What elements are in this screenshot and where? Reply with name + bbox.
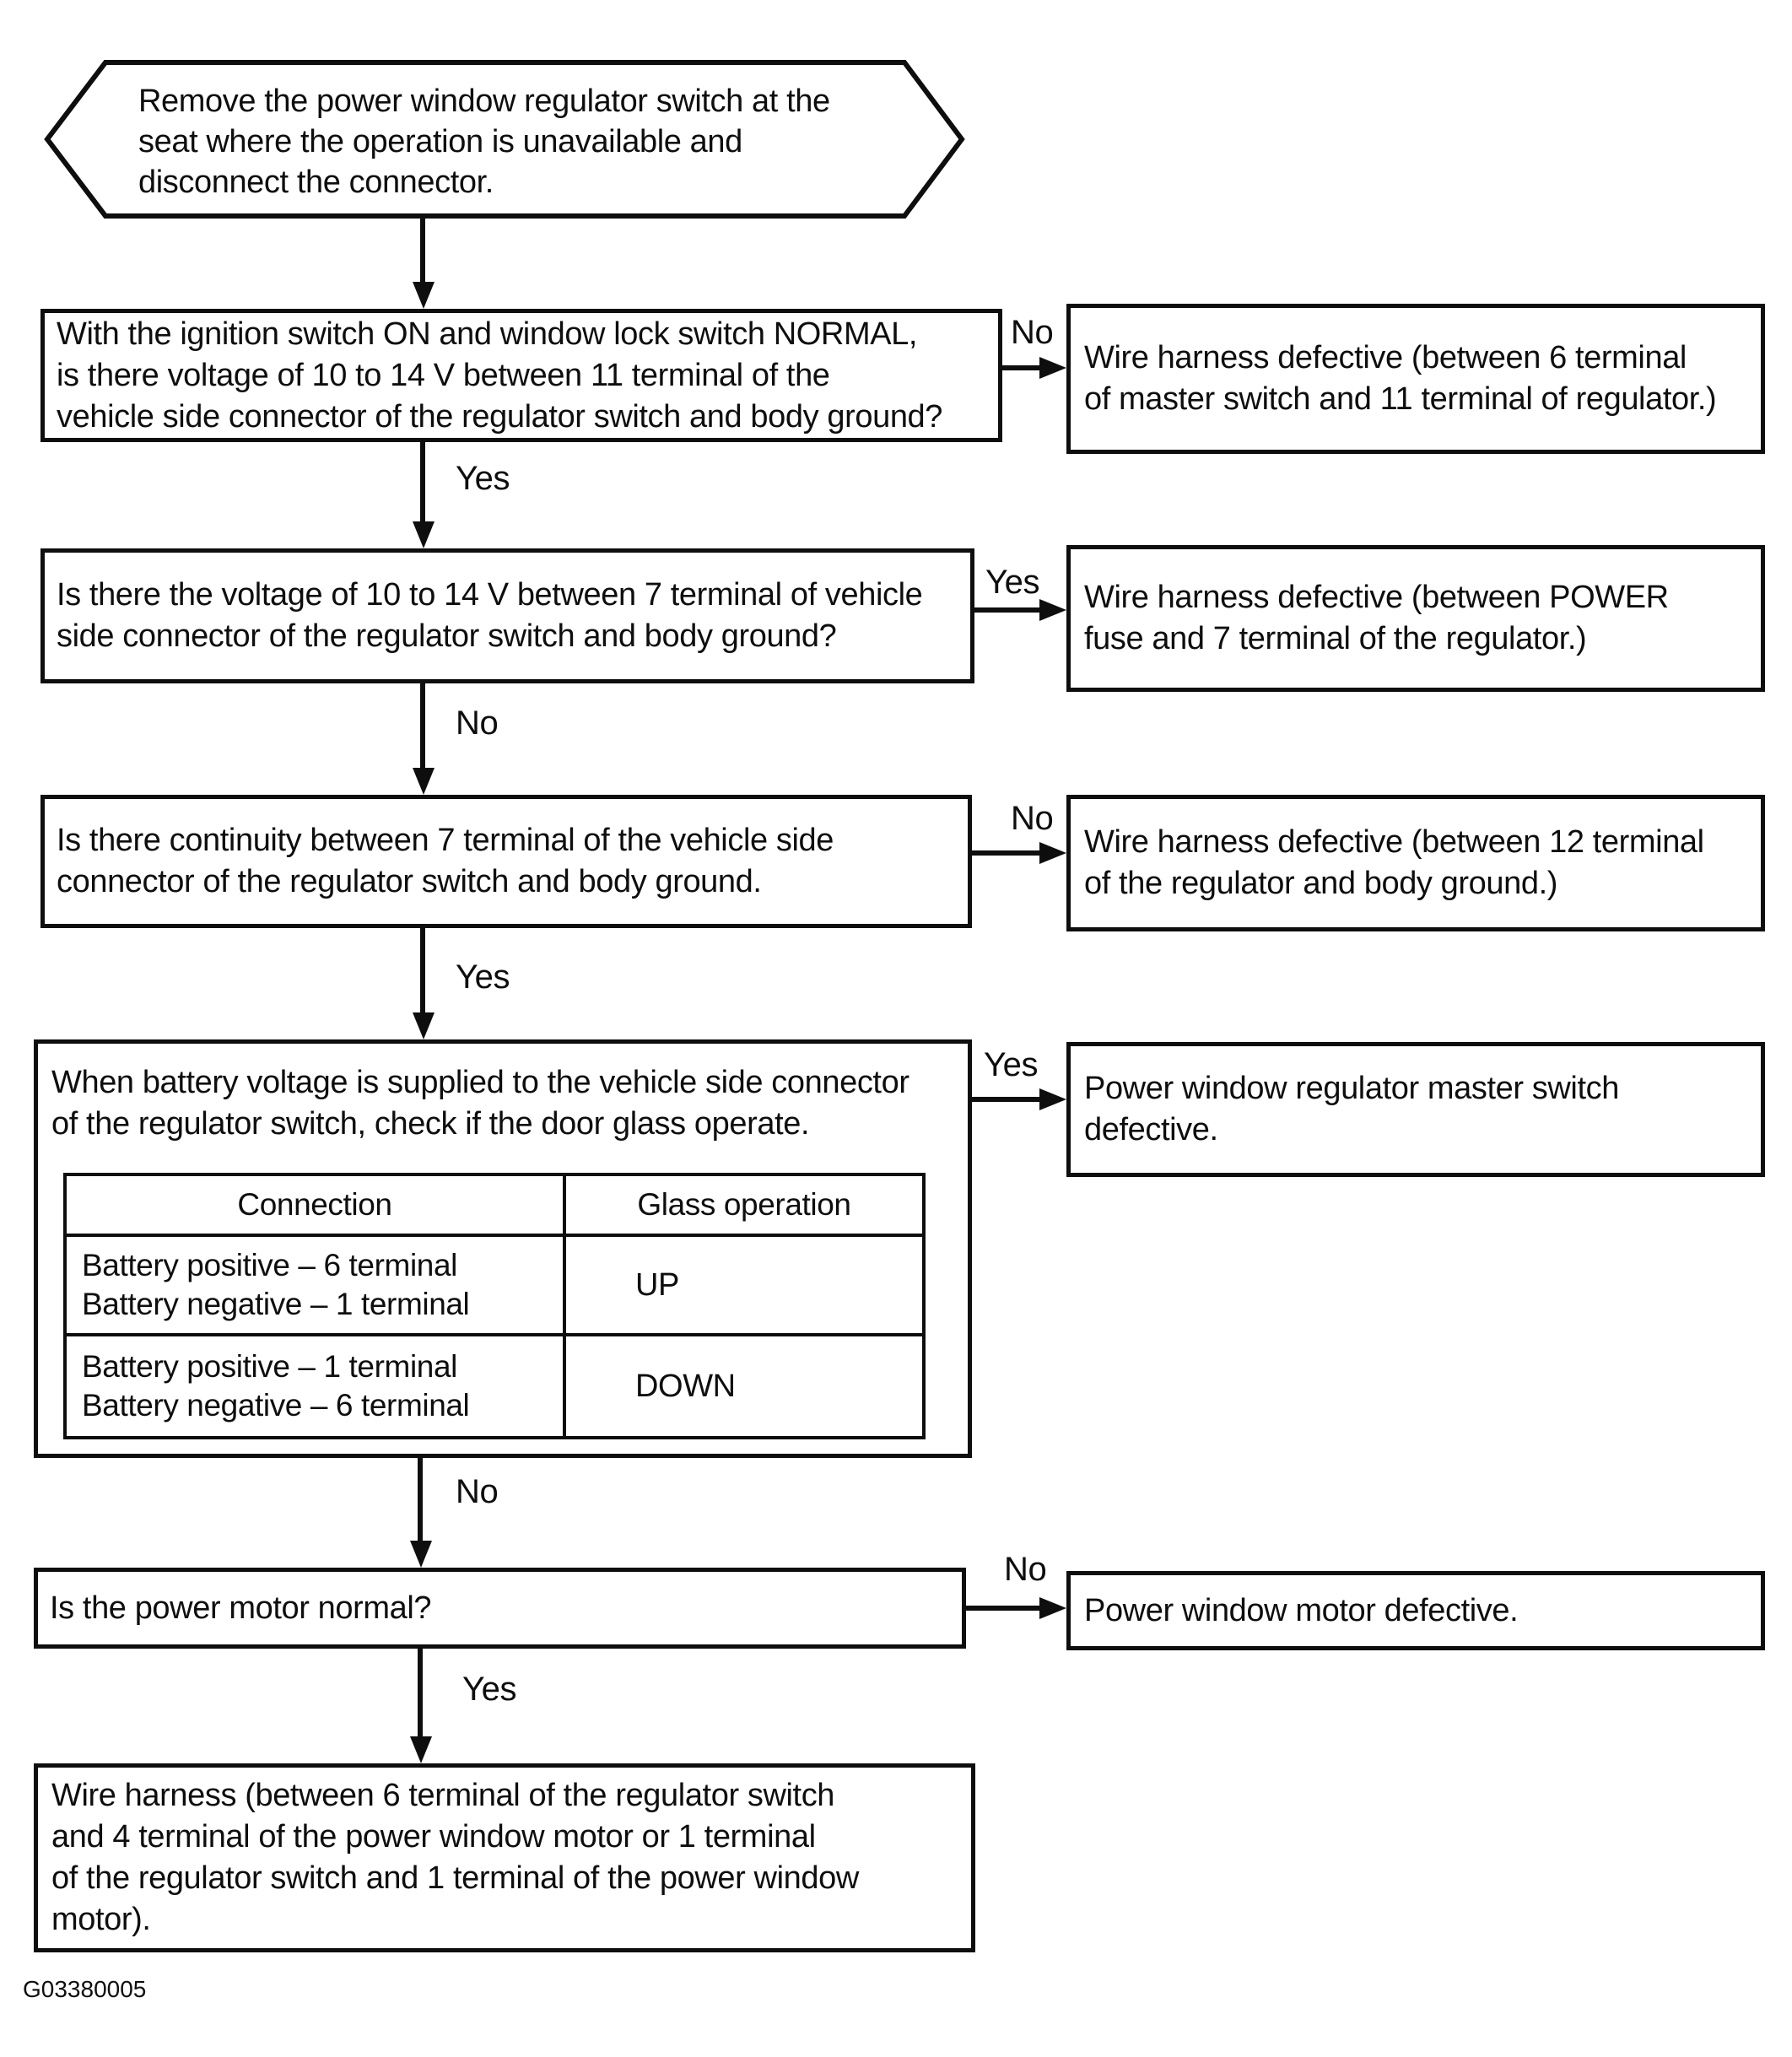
result-4-line: Power window regulator master switch [1084,1071,1619,1106]
table-header-label: Glass operation [637,1187,851,1222]
connector-line-q3-q4 [420,928,425,1014]
glass-operation-cell [566,1336,922,1436]
question-2-line: Is there the voltage of 10 to 14 V between 7 terminal of vehicle [57,577,923,613]
arrowhead-down-icon [413,521,435,548]
question-box-1 [40,309,1002,442]
branch-label-no-4: No [456,1473,499,1510]
arrowhead-right-icon [1039,842,1066,864]
arrowhead-down-icon [413,282,435,309]
connector-line-q4-q5 [418,1458,423,1542]
question-box-2 [40,548,974,683]
result-2-line: Wire harness defective (between POWER [1084,580,1669,615]
glass-operation-value: DOWN [635,1369,736,1404]
final-result-box [34,1763,975,1952]
result-box-4 [1066,1042,1765,1177]
arrowhead-right-icon [1039,1597,1066,1619]
final-result-line: of the regulator switch and 1 terminal of the power window [51,1860,859,1896]
branch-label-no-5: No [1004,1551,1047,1588]
question-4-line: When battery voltage is supplied to the vehicle side connector [51,1065,909,1100]
arrowhead-down-icon [410,1736,432,1763]
start-text-line: Remove the power window regulator switch at the [138,84,830,119]
arrowhead-right-icon [1039,599,1066,621]
connector-line-start-q1 [420,218,425,285]
table-row [67,1237,566,1336]
question-box-3 [40,795,972,928]
arrowhead-right-icon [1039,1088,1066,1110]
result-box-3 [1066,795,1765,931]
result-2-line: fuse and 7 terminal of the regulator.) [1084,621,1587,656]
table-row [67,1336,566,1436]
result-3-line: of the regulator and body ground.) [1084,866,1558,901]
final-result-line: and 4 terminal of the power window motor or 1 terminal [51,1819,816,1855]
table-header-label: Connection [237,1187,392,1222]
result-1-line: Wire harness defective (between 6 terminal [1084,340,1687,375]
arrowhead-right-icon [1039,357,1066,379]
connector-line-q3-r3 [972,850,1043,856]
question-box-5 [34,1568,966,1649]
result-box-5 [1066,1571,1765,1650]
branch-label-yes-2: Yes [985,564,1040,601]
branch-label-yes-4: Yes [984,1046,1039,1083]
table-header-glass-operation [566,1176,922,1237]
result-box-1 [1066,304,1765,454]
glass-operation-cell [566,1237,922,1336]
connector-line-q4-r4 [972,1097,1043,1102]
result-5-line: Power window motor defective. [1084,1592,1519,1628]
branch-label-yes-1: Yes [456,460,510,497]
figure-id: G03380005 [23,1976,147,2002]
branch-label-no-1: No [1011,314,1054,351]
connection-table [63,1173,926,1439]
connector-line-q2-r2 [974,607,1043,613]
question-2-line: side connector of the regulator switch and body ground? [57,618,837,654]
question-1-line: vehicle side connector of the regulator switch and body ground? [57,398,943,435]
final-result-line: motor). [51,1902,151,1937]
glass-operation-value: UP [635,1267,679,1303]
connection-cell-line: Battery negative – 1 terminal [82,1287,470,1321]
result-4-line: defective. [1084,1112,1218,1147]
question-3-line: Is there continuity between 7 terminal of the vehicle side [57,823,834,858]
connector-line-q1-q2 [420,442,425,523]
arrowhead-down-icon [413,1012,435,1039]
result-box-2 [1066,545,1765,692]
start-node [44,59,965,219]
branch-label-no-2: No [456,705,499,742]
question-1-line: With the ignition switch ON and window lock switch NORMAL, [57,316,918,352]
arrowhead-down-icon [410,1541,432,1568]
final-result-line: Wire harness (between 6 terminal of the regulator switch [51,1778,835,1813]
branch-label-yes-5: Yes [462,1671,517,1708]
start-text-line: disconnect the connector. [138,165,494,200]
question-1-line: is there voltage of 10 to 14 V between 11 terminal of the [57,357,830,393]
connection-cell-line: Battery positive – 1 terminal [82,1349,457,1384]
result-1-line: of master switch and 11 terminal of regulator.) [1084,381,1717,417]
connector-line-q5-r5 [966,1606,1043,1611]
question-3-line: connector of the regulator switch and body ground. [57,864,762,899]
question-5-line: Is the power motor normal? [50,1590,432,1626]
connector-line-q2-q3 [420,683,425,769]
connector-line-q1-r1 [1002,365,1043,370]
start-text-line: seat where the operation is unavailable and [138,124,742,159]
branch-label-yes-3: Yes [456,958,510,996]
start-text [138,81,915,202]
table-header-connection [67,1176,566,1237]
connector-line-q5-final [418,1649,423,1738]
connection-cell-line: Battery negative – 6 terminal [82,1388,470,1423]
question-4-line: of the regulator switch, check if the door glass operate. [51,1106,810,1142]
result-3-line: Wire harness defective (between 12 terminal [1084,824,1704,860]
branch-label-no-3: No [1011,800,1054,837]
arrowhead-down-icon [413,768,435,795]
connection-cell-line: Battery positive – 6 terminal [82,1248,457,1282]
